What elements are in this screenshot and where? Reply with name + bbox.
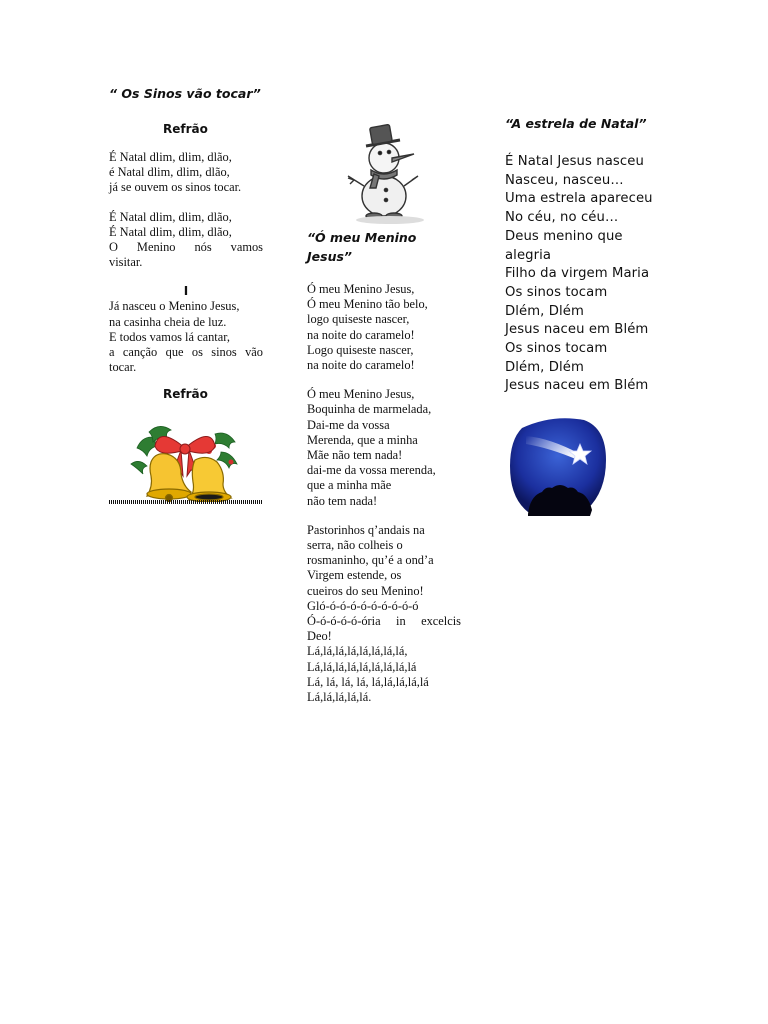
verse-line: Ó meu Menino tão belo, xyxy=(307,297,428,312)
snowman-icon xyxy=(340,120,436,226)
verse-line: Lá,lá,lá,lá,lá. xyxy=(307,690,372,705)
verse-line: Pastorinhos q’andais na xyxy=(307,522,425,537)
verse-line: Deus menino que xyxy=(505,228,623,244)
verse-line: Jesus naceu em Blém xyxy=(505,322,649,338)
verse-line: É Natal dlim, dlim, dlão, xyxy=(109,224,232,239)
verse-line: Lá,lá,lá,lá,lá,lá,lá,lá, xyxy=(307,644,408,659)
verse-line: Logo quiseste nascer, xyxy=(307,342,414,357)
column-os-sinos xyxy=(109,86,263,401)
verse-line: Ó-ó-ó-ó-ó-ória in excelcis xyxy=(307,614,461,629)
verse-line: Filho da virgem Maria xyxy=(505,266,650,282)
verse-line: No céu, no céu… xyxy=(505,210,619,226)
verse-line: não tem nada! xyxy=(307,493,378,508)
verse-line: na noite do caramelo! xyxy=(307,327,415,342)
verse-line: Lá, lá, lá, lá, lá,lá,lá,lá,lá xyxy=(307,674,429,689)
verse-line: que a minha mãe xyxy=(307,478,392,493)
verse-line: É Natal dlim, dlim, dlão, xyxy=(109,209,232,224)
verse-line: Virgem estende, os xyxy=(307,568,402,583)
verse-line: Nasceu, nasceu… xyxy=(505,172,624,188)
verse-line: Boquinha de marmelada, xyxy=(307,402,432,417)
song-title-estrela: “A estrela de Natal” xyxy=(505,116,647,131)
shooting-star-nativity-icon xyxy=(508,414,610,518)
verse-line: E todos vamos lá cantar, xyxy=(109,329,230,344)
stanza-1 xyxy=(307,282,461,373)
verse-line: Os sinos tocam xyxy=(505,284,608,300)
verse-line: Os sinos tocam xyxy=(505,341,608,357)
verse-line: cueiros do seu Menino! xyxy=(307,583,424,598)
verse-number: I xyxy=(183,284,189,299)
stanza-3 xyxy=(307,523,461,705)
verse-line: dai-me da vossa merenda, xyxy=(307,463,436,478)
verse-line: O Menino nós vamos xyxy=(109,240,263,255)
stanza-refrain-1 xyxy=(109,150,263,196)
stanza-2 xyxy=(307,387,461,509)
verse-line: Dlém, Dlém xyxy=(505,359,584,375)
lyrics-estrela xyxy=(505,153,655,396)
verse-line: rosmaninho, qu’é a ond’a xyxy=(307,553,434,568)
verse-line: Dlém, Dlém xyxy=(505,303,584,319)
verse-line: Ó meu Menino Jesus, xyxy=(307,387,415,402)
verse-line: é Natal dlim, dlim, dlão, xyxy=(109,165,230,180)
verse-line: serra, não colheis o xyxy=(307,538,403,553)
verse-line: Gló-ó-ó-ó-ó-ó-ó-ó-ó-ó xyxy=(307,598,419,613)
verse-line: Uma estrela apareceu xyxy=(505,191,653,207)
verse-line: É Natal dlim, dlim, dlão, xyxy=(109,150,232,164)
verse-line: na noite do caramelo! xyxy=(307,358,415,373)
verse-line: Merenda, que a minha xyxy=(307,432,418,447)
song-title-menino-jesus xyxy=(307,228,427,266)
column-menino-jesus xyxy=(307,282,461,705)
verse-line: a canção que os sinos vão xyxy=(109,345,263,360)
refrain-label-2: Refrão xyxy=(163,387,208,402)
verse-line: Jesus naceu em Blém xyxy=(505,378,649,394)
verse-line: Deo! xyxy=(307,629,332,644)
stanza-verse-1 xyxy=(109,299,263,375)
divider xyxy=(109,500,263,504)
verse-line: É Natal Jesus nasceu xyxy=(505,154,644,169)
title-line: Jesus” xyxy=(307,249,352,264)
christmas-bells-icon xyxy=(129,418,241,502)
verse-line: Dai-me da vossa xyxy=(307,417,390,432)
stanza-refrain-2 xyxy=(109,210,263,271)
column-estrela-natal xyxy=(505,116,655,396)
refrain-label: Refrão xyxy=(163,122,208,136)
verse-line: logo quiseste nascer, xyxy=(307,312,410,327)
verse-line: na casinha cheia de luz. xyxy=(109,314,227,329)
song-title-os-sinos: “ Os Sinos vão tocar” xyxy=(109,86,261,101)
verse-line: tocar. xyxy=(109,360,137,375)
title-line: “Ó meu Menino xyxy=(307,230,417,245)
verse-line: alegria xyxy=(505,247,552,263)
verse-line: já se ouvem os sinos tocar. xyxy=(109,180,242,195)
verse-line: visitar. xyxy=(109,255,143,270)
verse-line: Já nasceu o Menino Jesus, xyxy=(109,299,240,314)
verse-line: Ó meu Menino Jesus, xyxy=(307,282,415,296)
verse-line: Mãe não tem nada! xyxy=(307,448,403,463)
verse-line: Lá,lá,lá,lá,lá,lá,lá,lá,lá xyxy=(307,659,417,674)
